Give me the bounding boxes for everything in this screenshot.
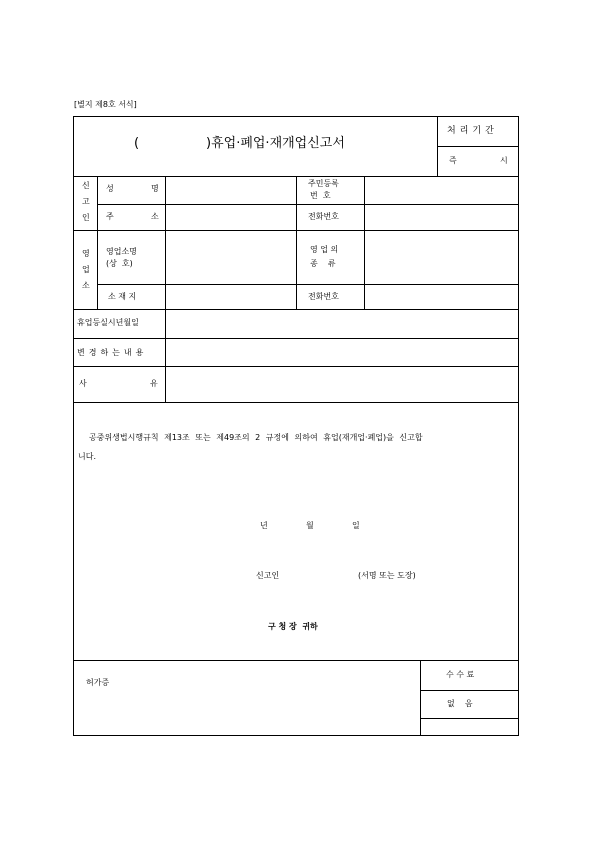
form-title: )휴업·폐업·재개업신고서: [206, 136, 345, 151]
resident-id-field[interactable]: [365, 177, 518, 203]
date-month: 월: [306, 521, 314, 530]
reporter-phone-label: 전화번호: [308, 212, 339, 221]
resident-id-label-1: 주민등록: [308, 179, 339, 188]
reporter-address-label-1: 주: [106, 212, 114, 221]
business-name-field[interactable]: [166, 231, 295, 283]
resident-id-label-2: 번 호: [310, 191, 331, 200]
reporter-address-label-2: 소: [151, 212, 159, 221]
business-location-label: 소 재 지: [108, 292, 137, 301]
reporter-name-field[interactable]: [166, 177, 295, 203]
reporter-address-field[interactable]: [166, 205, 295, 229]
attachment-label: 허가증: [86, 678, 110, 687]
business-type-label-1: 영 업 의: [310, 245, 339, 254]
signature-note: (서명 또는 도장): [358, 571, 416, 580]
fee-value: 없 음: [447, 699, 473, 708]
date-year: 년: [260, 521, 268, 530]
changes-label: 변경하는내용: [77, 348, 148, 357]
reporter-group-label-2: 고: [82, 197, 90, 206]
statement-line-2: 니다.: [78, 452, 96, 461]
business-name-label-1: 영업소명: [106, 247, 137, 256]
statement-line-1: 공중위생법시행규칙 제13조 또는 제49조의 2 규정에 의하여 휴업(재개업·폐업)을 신고합: [89, 433, 423, 442]
changes-field[interactable]: [166, 339, 518, 365]
processing-period-label: 처리기간: [447, 126, 498, 136]
business-phone-label: 전화번호: [308, 292, 339, 301]
business-group-label-2: 업: [82, 265, 90, 274]
business-phone-field[interactable]: [365, 285, 518, 308]
business-name-label-2: (상 호): [106, 259, 133, 268]
reason-field[interactable]: [166, 367, 518, 401]
fee-label: 수 수 료: [446, 670, 475, 679]
business-group-label-3: 소: [82, 281, 90, 290]
suspension-date-label: 휴업등실시년월일: [77, 318, 139, 327]
business-type-label-2: 종 류: [310, 259, 336, 268]
reporter-phone-field[interactable]: [365, 205, 518, 229]
suspension-date-field[interactable]: [166, 310, 518, 337]
processing-period-value-1: 즉: [449, 156, 457, 165]
business-group-label-1: 영: [82, 249, 90, 258]
addressee: 구 청 장 귀하: [268, 622, 318, 631]
business-type-field[interactable]: [365, 231, 518, 283]
form-number: [별지 제8호 서식]: [74, 100, 137, 109]
reason-label-1: 사: [79, 379, 87, 388]
reporter-group-label-1: 신: [82, 181, 90, 190]
signer-label: 신고인: [256, 571, 280, 580]
reporter-name-label-2: 명: [151, 184, 159, 193]
reporter-group-label-3: 인: [82, 213, 90, 222]
processing-period-value-2: 시: [500, 156, 508, 165]
business-location-field[interactable]: [166, 285, 295, 308]
reason-label-2: 유: [150, 379, 158, 388]
title-paren-open: (: [134, 136, 140, 151]
date-day: 일: [352, 521, 360, 530]
reporter-name-label-1: 성: [106, 184, 114, 193]
